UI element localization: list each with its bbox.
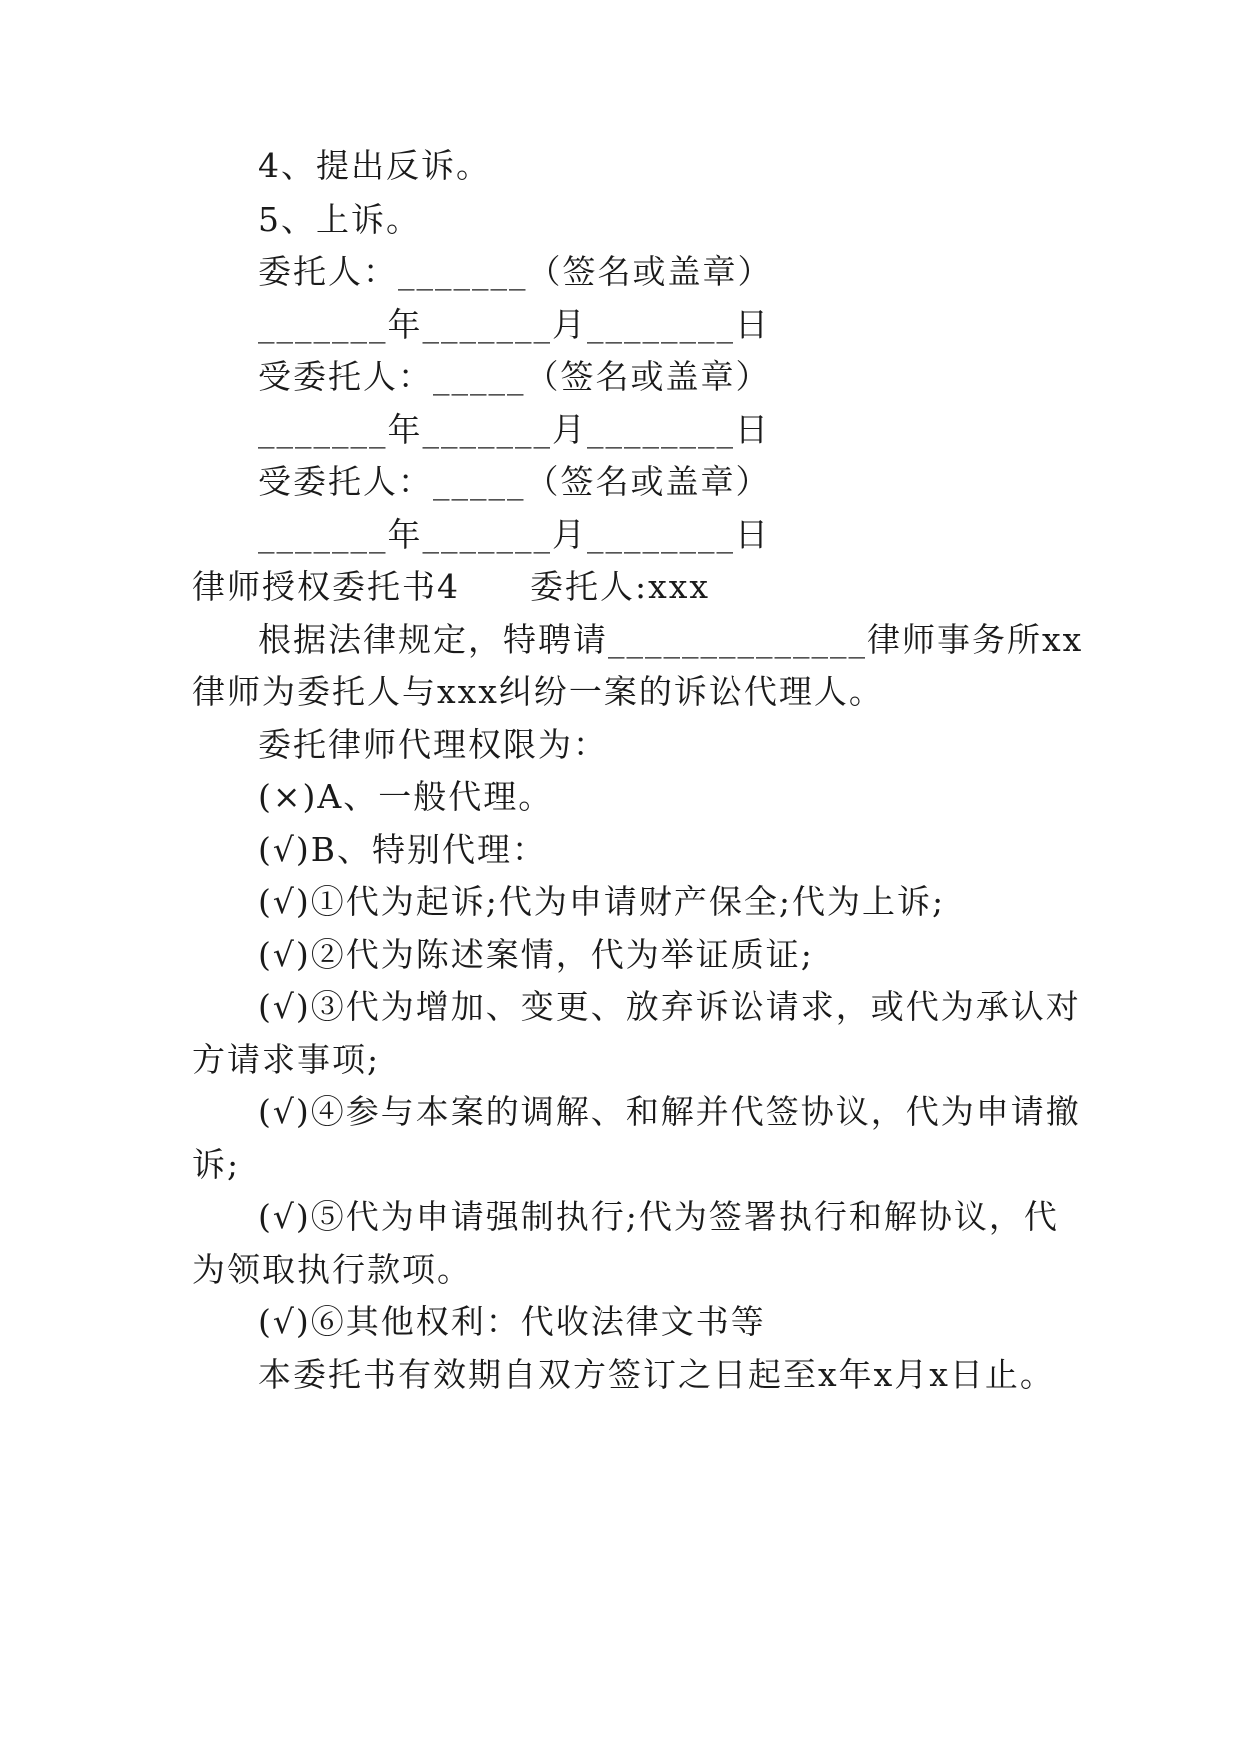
agent-signature-2: 受委托人：_____（签名或盖章） [258, 462, 771, 501]
authority-item-3-cont: 方请求事项; [192, 1040, 381, 1079]
authority-item-5: (√)⑤代为申请强制执行;代为签署执行和解协议，代 [258, 1197, 1059, 1236]
principal-date: _______年_______月________日 [258, 305, 770, 344]
authority-special: (√)B、特别代理： [258, 830, 548, 869]
agent-signature-1: 受委托人：_____（签名或盖章） [258, 357, 771, 396]
authority-item-3: (√)③代为增加、变更、放弃诉讼请求，或代为承认对 [258, 987, 1081, 1026]
validity-period: 本委托书有效期自双方签订之日起至x年x月x日止。 [258, 1355, 1055, 1394]
paragraph-engagement: 根据法律规定，特聘请______________律师事务所xx [258, 620, 1084, 659]
section-title: 律师授权委托书4 委托人:xxx [192, 567, 710, 606]
clause-appeal: 5、上诉。 [258, 200, 421, 239]
authority-general: (×)A、一般代理。 [258, 777, 554, 816]
clause-counterclaim: 4、提出反诉。 [258, 146, 491, 185]
agent-date-2: _______年_______月________日 [258, 515, 770, 554]
authority-item-4-cont: 诉; [192, 1145, 241, 1184]
authority-item-1: (√)①代为起诉;代为申请财产保全;代为上诉; [258, 882, 946, 921]
authority-item-2: (√)②代为陈述案情，代为举证质证; [258, 935, 814, 974]
principal-signature: 委托人：_______（签名或盖章） [258, 252, 773, 291]
agent-date-1: _______年_______月________日 [258, 410, 770, 449]
authority-item-4: (√)④参与本案的调解、和解并代签协议，代为申请撤 [258, 1092, 1081, 1131]
authority-item-6: (√)⑥其他权利：代收法律文书等 [258, 1302, 766, 1341]
paragraph-engagement-cont: 律师为委托人与xxx纠纷一案的诉讼代理人。 [192, 672, 884, 711]
authority-heading: 委托律师代理权限为： [258, 725, 608, 764]
authority-item-5-cont: 为领取执行款项。 [192, 1250, 472, 1289]
